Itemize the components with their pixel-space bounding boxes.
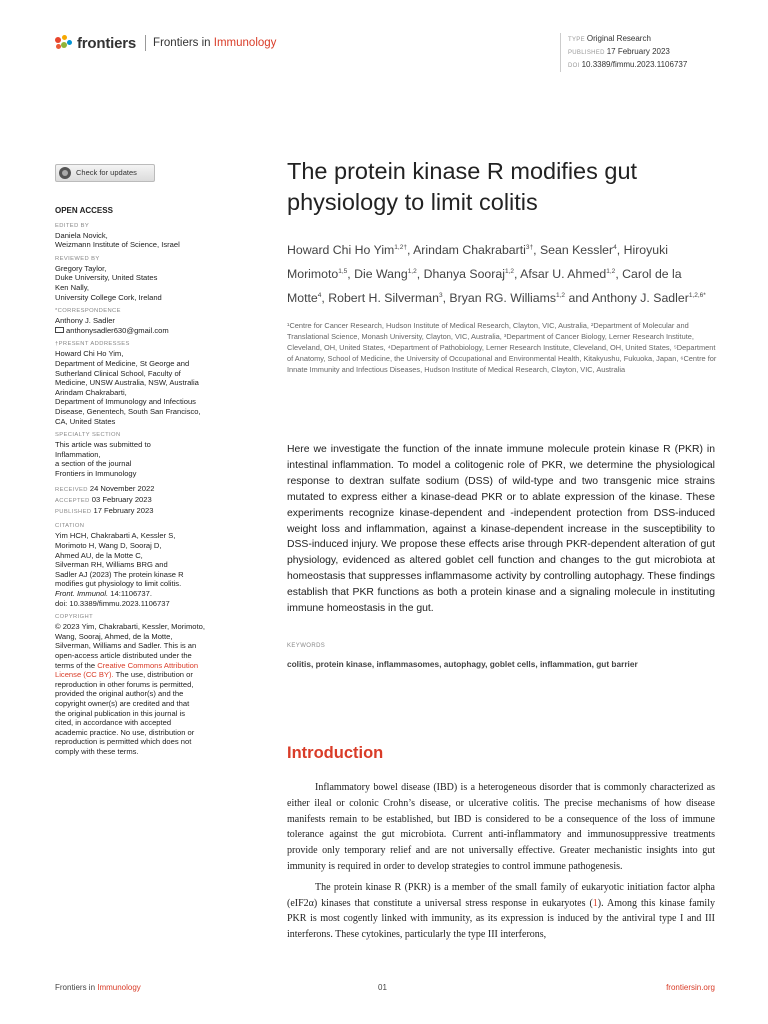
- specialty-section: [55, 440, 233, 478]
- citation-journal: Front. Immunol.: [55, 589, 109, 599]
- correspondence-email-row[interactable]: [55, 326, 233, 336]
- sidebar-line: comply with these terms.: [55, 746, 139, 756]
- meta-published: [568, 46, 687, 59]
- accepted-label: ACCEPTED: [55, 498, 90, 505]
- author-separator: ,: [616, 243, 624, 258]
- author-name[interactable]: Howard Chi Ho Yim: [287, 243, 395, 258]
- author-affiliation-marker: 3: [438, 292, 443, 300]
- sidebar-line: a section of the journal: [55, 459, 132, 469]
- sidebar-line: Department of Immunology and Infectious: [55, 397, 196, 407]
- author-affiliation-marker: 1,2: [556, 292, 566, 300]
- correspondence: [55, 316, 233, 335]
- sidebar-line: Gregory Taylor,: [55, 263, 107, 273]
- received-label: RECEIVED: [55, 487, 88, 494]
- author-separator: ,: [442, 291, 450, 306]
- meta-doi: [568, 59, 687, 72]
- author-separator: and: [565, 291, 592, 306]
- sidebar-line: Howard Chi Ho Yim,: [55, 349, 124, 359]
- received-row: [55, 484, 233, 495]
- sidebar-line: Arindam Chakrabarti,: [55, 387, 127, 397]
- meta-published-value: 17 February 2023: [606, 47, 670, 56]
- mail-icon: [55, 327, 64, 333]
- page-header: [55, 33, 715, 73]
- author-separator: ,: [513, 267, 521, 282]
- open-access-label: OPEN ACCESS: [55, 206, 113, 215]
- sidebar-line: Yim HCH, Chakrabarti A, Kessler S,: [55, 531, 176, 541]
- sidebar-line: Silverman, Williams and Sadler. This is an: [55, 641, 197, 651]
- author-separator: ,: [347, 267, 355, 282]
- frontiers-logo-icon: [55, 35, 73, 51]
- accepted-row: [55, 495, 233, 506]
- sidebar-line: the original publication in this journal is: [55, 708, 186, 718]
- article-title: The protein kinase R modifies gut physiology to limit colitis: [287, 158, 638, 215]
- sidebar-line: copyright owner(s) are credited and that: [55, 698, 190, 708]
- copyright-lines-b: [55, 680, 233, 757]
- intro-paragraph-1: Inflammatory bowel disease (IBD) is a heterogeneous disorder that is commonly characterized as either ileal or colonic Crohn’s disease, or ulcerative colitis. The precise mechanisms of how disease manifests remain to be established, but IBD is considered to be a consequence of the loss of immune tolerance against the gut microbiota. Current anti-inflammatory and immunosuppressive treatments provide only temporary relief and are not universally effective. Greater mechanistic insights into gut immunity is required in order to develop strategies to control immune pathogenesis.: [287, 782, 715, 872]
- author-separator: ,: [533, 243, 540, 258]
- sidebar-line: Department of Medicine, St George and: [55, 358, 190, 368]
- author-affiliation-marker: 4: [317, 292, 322, 300]
- sidebar-line: Ken Nally,: [55, 282, 90, 292]
- correspondence-email[interactable]: anthonysadler630@gmail.com: [66, 325, 169, 335]
- sidebar-line: provided the original author(s) and the: [55, 689, 184, 699]
- sidebar-line: modifies gut physiology to limit colitis.: [55, 579, 182, 589]
- sidebar-line: Inflammation,: [55, 449, 101, 459]
- present-addresses-label: †PRESENT ADDRESSES: [55, 341, 130, 348]
- sidebar-line: Weizmann Institute of Science, Israel: [55, 240, 180, 250]
- intro-p2-part-b: ). Among this kinase family PKR is most cogently linked with immunity, as its expression is induced by the antiviral type I and III interferons. These cytokines, particularly the type III interferons,: [287, 897, 715, 941]
- author-name[interactable]: Dhanya Sooraj: [423, 267, 505, 282]
- author-affiliation-marker: 1,2†: [394, 244, 407, 251]
- edited-by: [55, 231, 233, 250]
- citation-journal-row: [55, 589, 233, 599]
- copyright-terms-prefix: terms of the: [55, 660, 98, 670]
- citation-volume: 14:1106737.: [108, 589, 152, 599]
- citation-lines: [55, 531, 233, 589]
- meta-doi-label: DOI: [568, 63, 580, 69]
- check-updates-label: Check for updates: [76, 168, 137, 178]
- keywords: colitis, protein kinase, inflammasomes, autophagy, goblet cells, inflammation, gut barrier: [287, 659, 638, 669]
- sidebar-line: CA, United States: [55, 416, 116, 426]
- author-affiliation-marker: 1,2: [504, 268, 514, 276]
- cc-license-link-cont[interactable]: License (CC BY).: [55, 670, 114, 680]
- author-affiliation-marker: 1,2: [407, 268, 417, 276]
- author-list: [287, 237, 717, 309]
- copyright-lines-a: [55, 622, 233, 660]
- copyright-terms-row: [55, 661, 233, 671]
- reviewed-by-label: REVIEWED BY: [55, 255, 100, 262]
- author-separator: ,: [321, 291, 329, 306]
- sidebar-line: Sadler AJ (2023) The protein kinase R: [55, 569, 184, 579]
- author-name[interactable]: Hiroyuki Morimoto: [287, 243, 668, 282]
- introduction-body: [287, 780, 715, 948]
- accepted-date: 03 February 2023: [91, 495, 152, 505]
- citation: [55, 531, 233, 608]
- sidebar-line: Wang, Sooraj, Ahmed, de la Motte,: [55, 631, 173, 641]
- sidebar-line: academic practice. No use, distribution or: [55, 727, 195, 737]
- meta-type: [568, 33, 687, 46]
- refresh-icon: [59, 167, 71, 179]
- sidebar-line: cited, in accordance with accepted: [55, 718, 172, 728]
- copyright-license-row: [55, 670, 233, 680]
- specialty-section-label: SPECIALTY SECTION: [55, 432, 121, 439]
- author-separator: ,: [416, 267, 424, 282]
- sidebar-line: Frontiers in Immunology: [55, 468, 137, 478]
- meta-type-label: TYPE: [568, 37, 585, 43]
- journal-prefix: Frontiers in: [153, 37, 211, 49]
- edited-by-label: EDITED BY: [55, 222, 90, 229]
- logo-wordmark: frontiers: [77, 34, 137, 52]
- sidebar-line: Silverman RH, Williams BRG and: [55, 560, 168, 570]
- copyright-label: COPYRIGHT: [55, 614, 94, 621]
- author-name[interactable]: Bryan RG. Williams: [449, 291, 557, 306]
- sidebar-line: Ahmed AU, de la Motte C,: [55, 550, 143, 560]
- sidebar-line: reproduction is permitted which does not: [55, 737, 192, 747]
- reference-link[interactable]: 1: [592, 897, 598, 909]
- section-heading-introduction: Introduction: [287, 744, 384, 762]
- intro-p2-part-a: The protein kinase R (PKR) is a member of the small family of eukaryotic initiation factor alpha (eIF2α) kinases that constitute a universal stress response in eukaryotes (: [287, 881, 715, 909]
- footer-journal-prefix: Frontiers in: [55, 983, 98, 992]
- sidebar-line: Sutherland Clinical School, Faculty of: [55, 368, 181, 378]
- footer-journal: [55, 983, 141, 992]
- sidebar-line: Disease, Genentech, South San Francisco,: [55, 406, 201, 416]
- received-date: 24 November 2022: [89, 484, 155, 494]
- page-number: 01: [378, 983, 387, 992]
- affiliations: ¹Centre for Cancer Research, Hudson Institute of Medical Research, Clayton, VIC, Australia, ²Department of Molecular and Translational Science, Monash University, Clayton, VIC, Australia, ³Department of Cancer Biology, Lerner Research Institute, Cleveland, OH, United States, ⁴Department of Pathobiology, Lerner Research Institute, Cleveland, OH, United States, ⁵Department of Anatomy, School of Medicine, the University of Occupational and Environmental Health, Kitakyushu, Fukuoka, Japan, ⁶Centre for Innate Immunity and Infectious Diseases, Hudson Institute of Medical Research, Clayton, VIC, Australia: [287, 321, 717, 374]
- sidebar-line: © 2023 Yim, Chakrabarti, Kessler, Morimoto,: [55, 622, 205, 632]
- citation-label: CITATION: [55, 523, 85, 530]
- copyright: [55, 622, 233, 756]
- copyright-after-link: The use, distribution or: [113, 670, 193, 680]
- author-name[interactable]: Afsar U. Ahmed: [520, 267, 607, 282]
- keywords-label: KEYWORDS: [287, 643, 326, 649]
- present-addresses: [55, 349, 233, 426]
- footer-site-link[interactable]: frontiersin.org: [666, 983, 715, 992]
- check-for-updates-button[interactable]: [55, 164, 155, 182]
- citation-doi[interactable]: doi: 10.3389/fimmu.2023.1106737: [55, 598, 170, 608]
- author-name[interactable]: Carol de la Motte: [287, 267, 682, 306]
- published-date: 17 February 2023: [93, 506, 154, 516]
- sidebar-line: This article was submitted to: [55, 440, 151, 450]
- published-row: [55, 506, 233, 517]
- sidebar-line: University College Cork, Ireland: [55, 292, 162, 302]
- cc-license-link[interactable]: Creative Commons Attribution: [97, 660, 199, 670]
- sidebar-line: Morimoto H, Wang D, Sooraj D,: [55, 541, 162, 551]
- journal-name: Immunology: [213, 37, 277, 49]
- footer-journal-name: Immunology: [97, 983, 141, 992]
- correspondence-label: *CORRESPONDENCE: [55, 308, 121, 315]
- author-affiliation-marker: 1,2,6*: [688, 292, 706, 300]
- logo-divider: [145, 35, 146, 51]
- author-affiliation-marker: 1,5: [338, 268, 348, 276]
- sidebar-line: Daniela Novick,: [55, 230, 108, 240]
- correspondence-name: Anthony J. Sadler: [55, 316, 115, 326]
- author-separator: ,: [406, 243, 414, 258]
- published-label: PUBLISHED: [55, 509, 92, 516]
- meta-type-value: Original Research: [586, 34, 651, 43]
- author-name[interactable]: Die Wang: [354, 267, 408, 282]
- sidebar-line: reproduction in other forums is permitted,: [55, 679, 194, 689]
- article-dates: [55, 484, 233, 517]
- author-name[interactable]: Robert H. Silverman: [328, 291, 439, 306]
- article-meta: [560, 33, 687, 72]
- author-name[interactable]: Sean Kessler: [539, 243, 614, 258]
- abstract: Here we investigate the function of the innate immune molecule protein kinase R (PKR) in intestinal inflammation. To model a colitogenic role of PKR, we determine the physiological response to dextran sulfate sodium (DSS) of wild-type and two transgenic mice strains mutated to express either a kinase-dead PKR or to ablate expression of the kinase. These experiments recognize kinase-dependent and -independent protection from DSS-induced weight loss and inflammation, against a kinase-dependent increase in the susceptibility to DSS-induced injury. We propose these effects arise through PKR-dependent alteration of gut physiology, evidenced as altered goblet cell function and changes to the gut microbiota at homeostasis that suppresses inflammasome activity by controlling autophagy. These findings establish that PKR functions as both a protein kinase and a signaling molecule in instituting immune homeostasis in the gut.: [287, 444, 715, 615]
- author-affiliation-marker: 1,2: [606, 268, 616, 276]
- author-affiliation-marker: 4: [613, 244, 617, 251]
- reviewed-by: [55, 264, 233, 302]
- author-name[interactable]: Anthony J. Sadler: [591, 291, 689, 306]
- article-sidebar: [55, 164, 233, 759]
- journal-logo[interactable]: [55, 33, 276, 53]
- author-separator: ,: [615, 267, 623, 282]
- author-name[interactable]: Arindam Chakrabarti: [413, 243, 526, 258]
- sidebar-line: Duke University, United States: [55, 273, 158, 283]
- meta-doi-value[interactable]: 10.3389/fimmu.2023.1106737: [581, 60, 688, 69]
- journal-title: [153, 37, 276, 49]
- sidebar-line: open-access article distributed under the: [55, 651, 192, 660]
- meta-published-label: PUBLISHED: [568, 50, 605, 56]
- sidebar-line: Medicine, UNSW Australia, NSW, Australia: [55, 378, 199, 388]
- author-affiliation-marker: 3†: [525, 244, 534, 251]
- intro-paragraph-2: [287, 880, 715, 943]
